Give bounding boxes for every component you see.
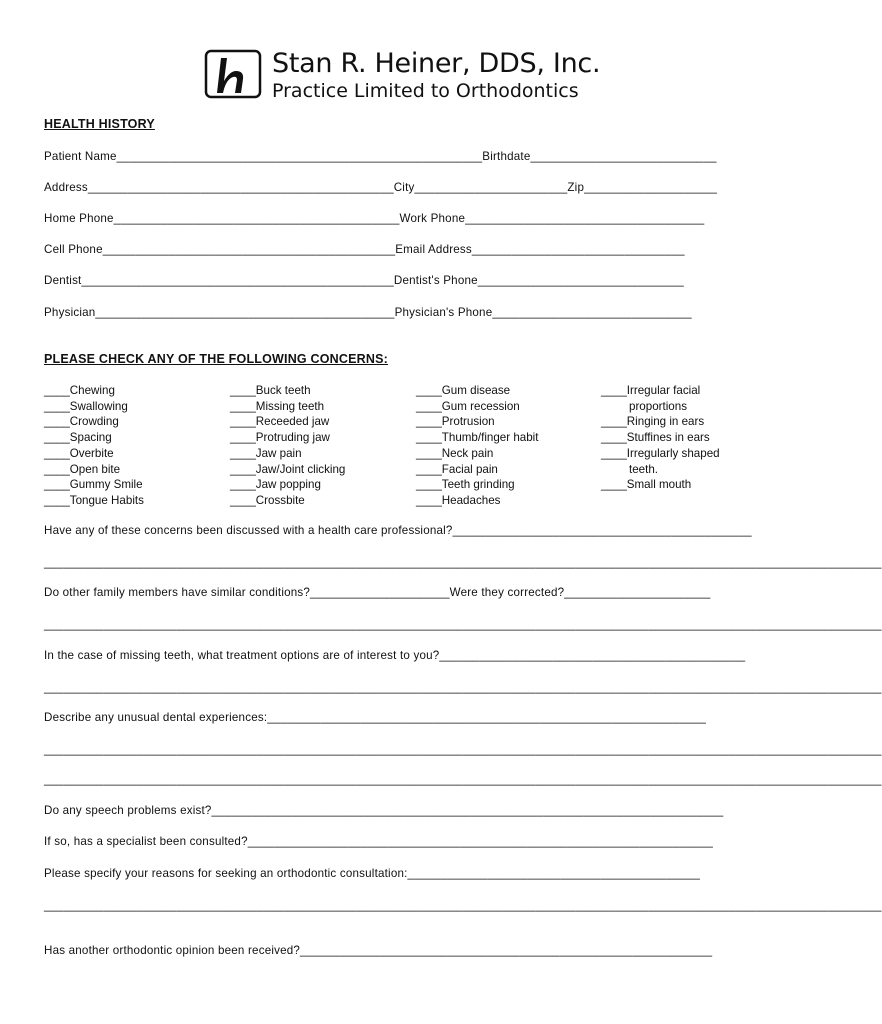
concern-ringing-in-ears[interactable]: ____Ringing in ears [601, 415, 705, 429]
concern-missing-teeth[interactable]: ____Missing teeth [230, 399, 325, 413]
concern-irregularly-shaped[interactable]: ____Irregularly shaped [601, 446, 720, 460]
concern-crossbite[interactable]: ____Crossbite [230, 493, 305, 507]
concern-protrusion[interactable]: ____Protrusion [416, 415, 495, 429]
home-work-phone-row[interactable]: Home Phone___________________________________________Work Phone____________________________________ [44, 212, 705, 225]
question-speech-problems[interactable]: Do any speech problems exist?_____________________________________________________________________________ [44, 804, 724, 817]
concern-irregular-facial-continued: proportions [629, 399, 688, 413]
address-city-zip-row[interactable]: Address______________________________________________City_______________________Zip____________________ [44, 181, 718, 194]
practice-name: Stan R. Heiner, DDS, Inc. [272, 48, 601, 79]
concern-gum-recession[interactable]: ____Gum recession [416, 399, 520, 413]
concern-overbite[interactable]: ____Overbite [44, 446, 114, 460]
dentist-phone-row[interactable]: Dentist_______________________________________________Dentist's Phone_______________________________ [44, 274, 684, 287]
health-history-heading: HEALTH HISTORY [44, 117, 155, 131]
cell-phone-email-row[interactable]: Cell Phone____________________________________________Email Address________________________________ [44, 243, 685, 256]
concern-small-mouth[interactable]: ____Small mouth [601, 478, 692, 492]
concern-facial-pain[interactable]: ____Facial pain [416, 462, 498, 476]
question-missing-teeth-options[interactable]: In the case of missing teeth, what treatment options are of interest to you?______________________________________________ [44, 649, 746, 662]
question-consultation-reasons[interactable]: Please specify your reasons for seeking an orthodontic consultation:____________________________________________ [44, 867, 701, 880]
h-monogram-logo [204, 49, 262, 99]
concern-stuffiness-in-ears[interactable]: ____Stuffines in ears [601, 431, 710, 445]
answer-line[interactable]: ______________________________________________________________________________________________________________________________ [44, 899, 882, 912]
concerns-column-1 [44, 383, 144, 509]
answer-line[interactable]: ______________________________________________________________________________________________________________________________ [44, 773, 882, 786]
concern-receeded-jaw[interactable]: ____Receeded jaw [230, 415, 330, 429]
physician-phone-row[interactable]: Physician_____________________________________________Physician's Phone______________________________ [44, 306, 692, 319]
answer-line[interactable]: ______________________________________________________________________________________________________________________________ [44, 681, 882, 694]
question-specialist-consulted[interactable]: If so, has a specialist been consulted?______________________________________________________________________ [44, 835, 714, 848]
concern-neck-pain[interactable]: ____Neck pain [416, 446, 494, 460]
concern-tongue-habits[interactable]: ____Tongue Habits [44, 493, 144, 507]
concern-protruding-jaw[interactable]: ____Protruding jaw [230, 431, 330, 445]
answer-line[interactable]: ______________________________________________________________________________________________________________________________ [44, 743, 882, 756]
answer-line[interactable]: ______________________________________________________________________________________________________________________________ [44, 556, 882, 569]
concern-swallowing[interactable]: ____Swallowing [44, 399, 128, 413]
concern-jaw-pain[interactable]: ____Jaw pain [230, 446, 302, 460]
concern-spacing[interactable]: ____Spacing [44, 431, 112, 445]
concerns-column-2 [230, 383, 345, 509]
answer-line[interactable]: ______________________________________________________________________________________________________________________________ [44, 618, 882, 631]
question-unusual-dental-experiences[interactable]: Describe any unusual dental experiences:__________________________________________________________________ [44, 711, 707, 724]
concern-chewing[interactable]: ____Chewing [44, 384, 115, 397]
concern-jaw-joint-clicking[interactable]: ____Jaw/Joint clicking [230, 462, 346, 476]
concern-headaches[interactable]: ____Headaches [416, 493, 501, 507]
concern-crowding[interactable]: ____Crowding [44, 415, 119, 429]
concern-jaw-popping[interactable]: ____Jaw popping [230, 478, 321, 492]
concern-open-bite[interactable]: ____Open bite [44, 462, 121, 476]
concerns-column-4 [601, 383, 720, 493]
question-another-opinion[interactable]: Has another orthodontic opinion been received?______________________________________________________________ [44, 944, 713, 957]
question-discussed-with-professional[interactable]: Have any of these concerns been discussed with a health care professional?_____________________________________________ [44, 524, 752, 537]
practice-tagline: Practice Limited to Orthodontics [272, 80, 579, 102]
concern-irregular-facial[interactable]: ____Irregular facial [601, 384, 701, 397]
patient-name-birthdate-row[interactable]: Patient Name_______________________________________________________Birthdate____________________________ [44, 150, 717, 163]
concerns-heading: PLEASE CHECK ANY OF THE FOLLOWING CONCERNS: [44, 352, 389, 366]
question-family-similar-conditions[interactable]: Do other family members have similar conditions?_____________________Were they corrected?______________________ [44, 586, 711, 599]
concern-irregularly-shaped-continued: teeth. [629, 462, 659, 476]
concerns-column-3 [416, 383, 538, 509]
concern-thumb-finger-habit[interactable]: ____Thumb/finger habit [416, 431, 539, 445]
concern-gummy-smile[interactable]: ____Gummy Smile [44, 478, 143, 492]
concern-gum-disease[interactable]: ____Gum disease [416, 384, 511, 397]
concern-buck-teeth[interactable]: ____Buck teeth [230, 384, 311, 397]
concern-teeth-grinding[interactable]: ____Teeth grinding [416, 478, 515, 492]
